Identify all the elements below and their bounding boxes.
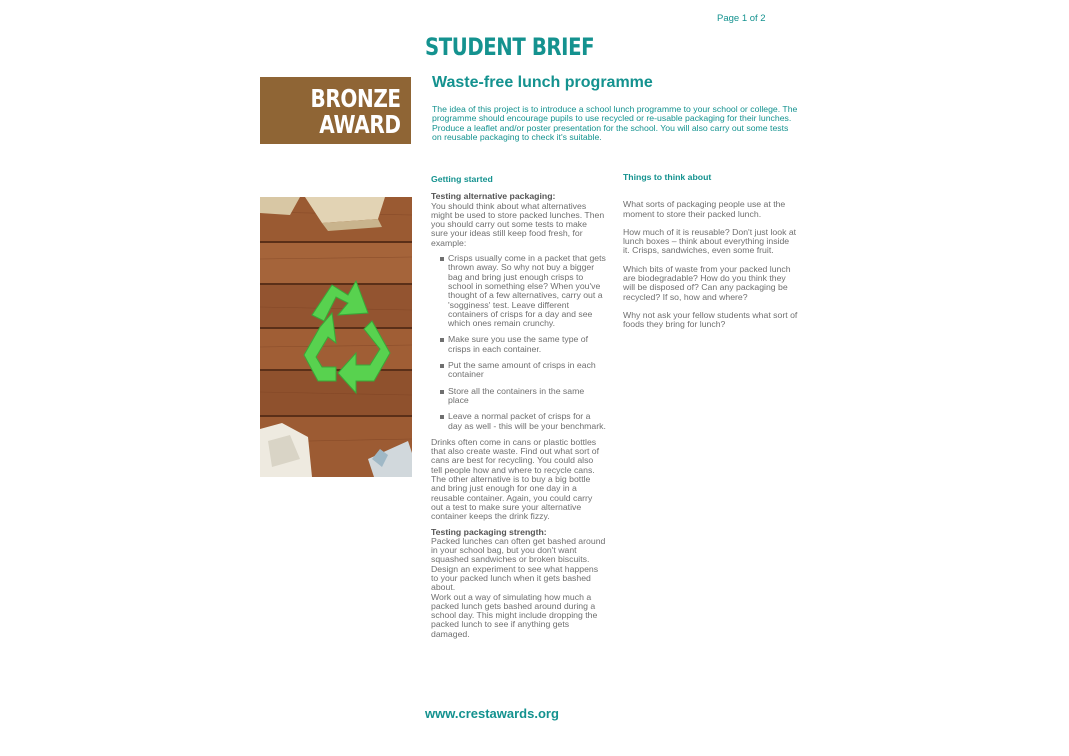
think-paragraph: What sorts of packaging people use at the moment to store their packed lunch. <box>623 199 786 219</box>
bullet-icon <box>440 390 444 394</box>
bullet-icon <box>440 257 444 261</box>
things-to-think-heading: Things to think about <box>623 172 712 182</box>
page-title: STUDENT BRIEF <box>425 33 595 61</box>
packaging-strength-subheading: Testing packaging strength: <box>431 526 547 537</box>
bullet-icon <box>440 364 444 368</box>
list-item: Leave a normal packet of crisps for a day as well - this will be your benchmark. <box>440 412 606 431</box>
project-title: Waste-free lunch programme <box>432 74 653 91</box>
alternative-packaging-text: You should think about what alternatives might be used to store packed lunches. Then you should carry out some tests to make sure your ideas still keep food fresh, for example: <box>431 200 605 248</box>
getting-started-heading: Getting started <box>431 174 493 184</box>
think-paragraph: How much of it is reusable? Don't just look at lunch boxes – think about everything inside it. Crisps, sandwiches, even some fruit. <box>623 226 797 256</box>
list-item: Make sure you use the same type of crisps in each container. <box>440 335 606 354</box>
bullet-icon <box>440 415 444 419</box>
drinks-paragraph: Drinks often come in cans or plastic bottles that also create waste. Find out what sort of cans are best for recycling. You could also tell people how and where to recycle cans. The other alternative is to buy a big bottle and bring just enough for one day in a reusable container. Again, you could carry out a test to make sure your alternative container keeps the drink fizzy. <box>431 436 600 522</box>
page-number: Page 1 of 2 <box>717 13 766 24</box>
website-link[interactable]: www.crestawards.org <box>425 706 559 721</box>
getting-started-column <box>431 175 606 639</box>
list-item: Put the same amount of crisps in each container <box>440 361 606 380</box>
bullet-icon <box>440 338 444 342</box>
badge-line-2: AWARD <box>319 110 401 139</box>
bronze-award-badge <box>260 77 411 144</box>
list-item: Crisps usually come in a packet that gets thrown away. So why not buy a bigger bag and bring just enough crisps to school in something else? When you've thought of a few alternatives, carry out a 'sogginess' test. Leave different containers of crisps for a day and see which ones remain crunchy. <box>440 254 606 328</box>
think-paragraph: Which bits of waste from your packed lunch are biodegradable? How do you think they will be disposed of? Can any packaging be recycled? If so, how and where? <box>623 263 791 302</box>
recycling-photo <box>260 197 412 477</box>
intro-paragraph: The idea of this project is to introduce a school lunch programme to your school or college. The programme should encourage pupils to use recycled or re-usable packaging for their lunches. Produce a leaflet and/or poster presentation for the school. You will also carry out some tests on reusable packaging to check it's suitable. <box>432 104 798 142</box>
list-item: Store all the containers in the same place <box>440 387 606 406</box>
alternative-packaging-subheading: Testing alternative packaging: <box>431 191 556 202</box>
think-paragraph: Why not ask your fellow students what sort of foods they bring for lunch? <box>623 309 798 330</box>
things-to-think-column <box>623 173 798 339</box>
badge-line-1: BRONZE <box>310 84 401 113</box>
test-steps-list <box>431 254 606 431</box>
simulation-text: Work out a way of simulating how much a packed lunch gets bashed around during a school day. This might include dropping the packed lunch to see if anything gets damaged. <box>431 591 598 639</box>
packaging-strength-text: Packed lunches can often get bashed around in your school bag, but you don't want squashed sandwiches or broken biscuits. Design an experiment to see what happens to your packed lunch when it gets bashed about. <box>431 535 606 593</box>
